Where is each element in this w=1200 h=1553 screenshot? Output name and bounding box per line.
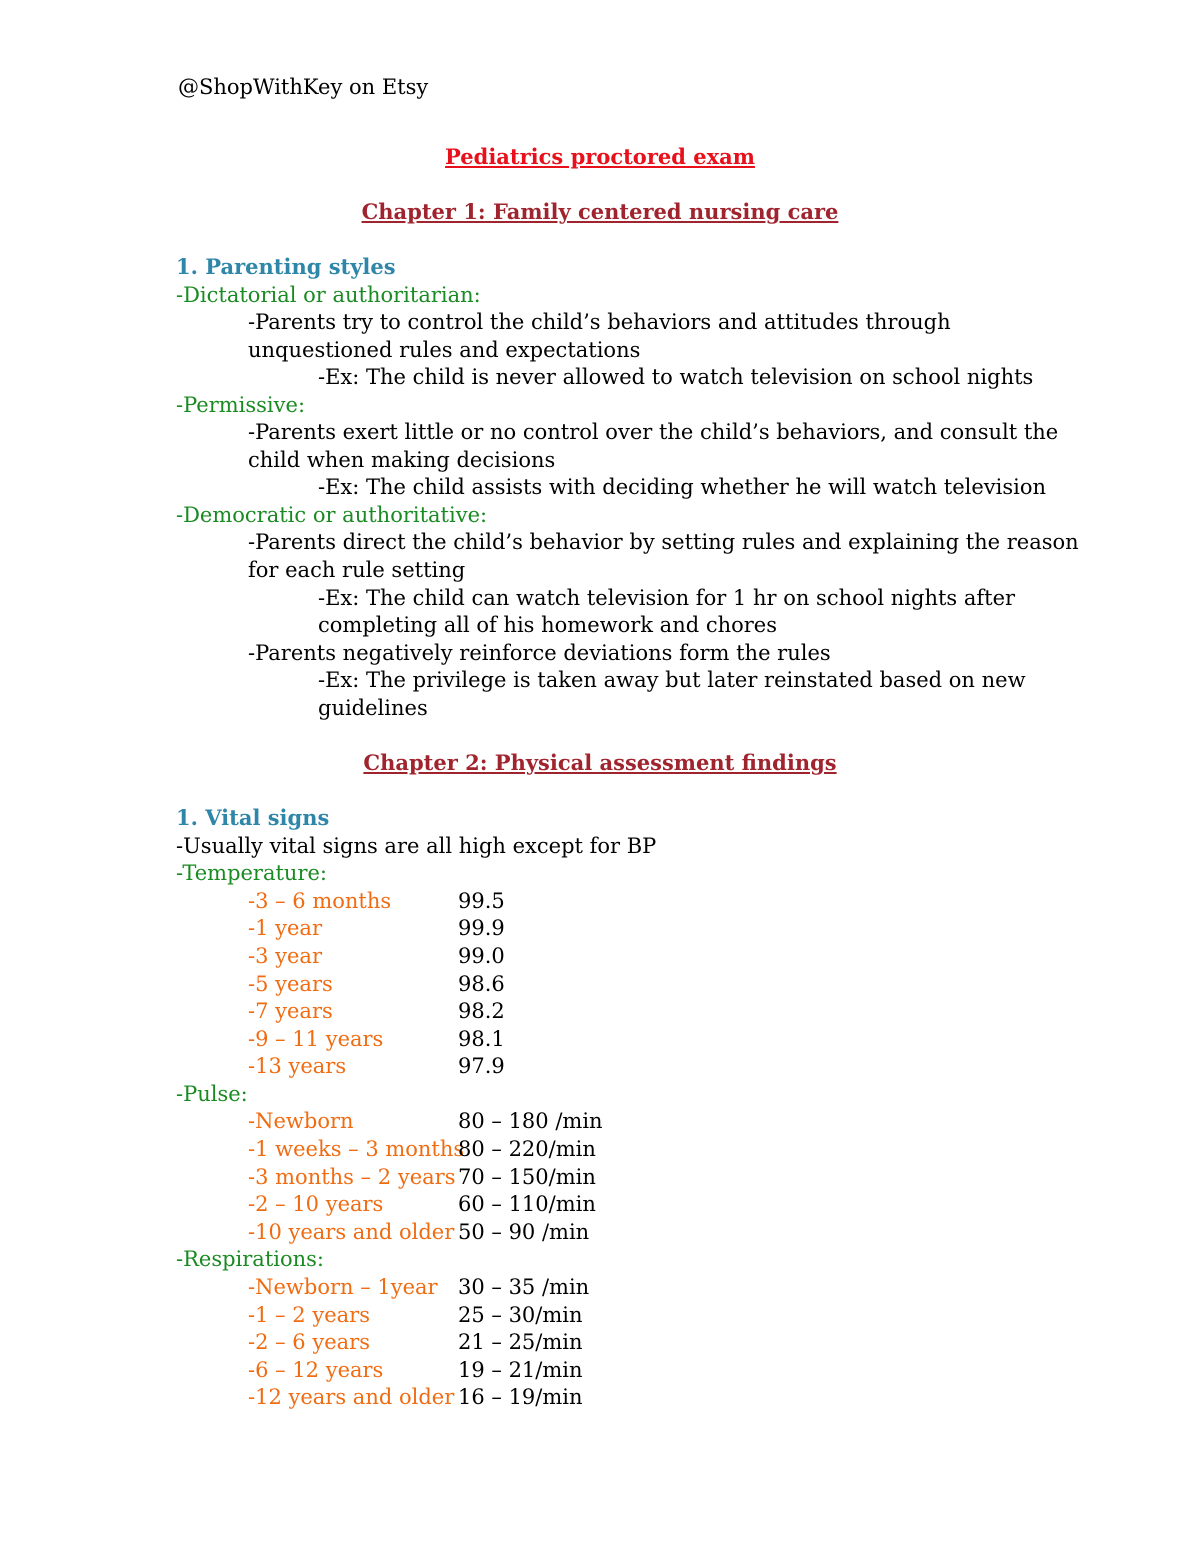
pulse-age: -10 years and older xyxy=(248,1220,455,1244)
pulse-age: -2 – 10 years xyxy=(248,1192,384,1216)
style-desc-line: -Parents exert little or no control over the child’s behaviors, and consult the xyxy=(248,420,1059,444)
temperature-value: 98.1 xyxy=(458,1027,505,1051)
pulse-age: -3 months – 2 years xyxy=(248,1165,456,1189)
style-desc-line: child when making decisions xyxy=(248,448,556,472)
chapter-2-heading: Chapter 2: Physical assessment findings xyxy=(363,750,837,775)
temperature-label: -Temperature: xyxy=(176,861,327,885)
temperature-age: -13 years xyxy=(248,1054,347,1078)
temperature-value: 99.5 xyxy=(458,889,505,913)
pulse-value: 60 – 110/min xyxy=(458,1192,596,1216)
pulse-age: -Newborn xyxy=(248,1109,354,1133)
style-example-line: -Ex: The child assists with deciding whether he will watch television xyxy=(318,475,1047,499)
temperature-age: -9 – 11 years xyxy=(248,1027,384,1051)
style-desc-line: for each rule setting xyxy=(248,558,466,582)
section-parenting-styles: 1. Parenting styles xyxy=(176,254,396,279)
style-label-dictatorial: -Dictatorial or authoritarian: xyxy=(176,283,481,307)
respirations-label: -Respirations: xyxy=(176,1247,325,1271)
page-header: @ShopWithKey on Etsy xyxy=(178,75,429,99)
style-desc-line: -Parents direct the child’s behavior by setting rules and explaining the reason xyxy=(248,530,1079,554)
pulse-value: 80 – 180 /min xyxy=(458,1109,603,1133)
respirations-age: -1 – 2 years xyxy=(248,1303,370,1327)
respirations-value: 25 – 30/min xyxy=(458,1303,583,1327)
respirations-value: 21 – 25/min xyxy=(458,1330,583,1354)
pulse-value: 70 – 150/min xyxy=(458,1165,596,1189)
temperature-age: -1 year xyxy=(248,916,322,940)
chapter-1-heading: Chapter 1: Family centered nursing care xyxy=(361,199,839,224)
vital-signs-intro: -Usually vital signs are all high except for BP xyxy=(176,834,657,858)
respirations-age: -2 – 6 years xyxy=(248,1330,370,1354)
style-example-line: -Ex: The child is never allowed to watch television on school nights xyxy=(318,365,1034,389)
respirations-age: -12 years and older xyxy=(248,1385,455,1409)
pulse-label: -Pulse: xyxy=(176,1082,248,1106)
temperature-value: 97.9 xyxy=(458,1054,505,1078)
respirations-age: -6 – 12 years xyxy=(248,1358,384,1382)
style-example-line: -Ex: The child can watch television for 1 hr on school nights after xyxy=(318,586,1016,610)
style-label-democratic: -Democratic or authoritative: xyxy=(176,503,488,527)
document-title: Pediatrics proctored exam xyxy=(445,144,755,169)
section-vital-signs: 1. Vital signs xyxy=(176,805,330,830)
style-desc-line: -Parents try to control the child’s behaviors and attitudes through xyxy=(248,310,951,334)
temperature-value: 98.2 xyxy=(458,999,505,1023)
style-example-line: -Ex: The privilege is taken away but later reinstated based on new xyxy=(318,668,1026,692)
pulse-value: 80 – 220/min xyxy=(458,1137,596,1161)
temperature-age: -5 years xyxy=(248,972,333,996)
temperature-age: -3 year xyxy=(248,944,322,968)
respirations-value: 19 – 21/min xyxy=(458,1358,583,1382)
temperature-value: 99.0 xyxy=(458,944,505,968)
style-example-line: guidelines xyxy=(318,696,428,720)
respirations-age: -Newborn – 1year xyxy=(248,1275,438,1299)
style-example-line: completing all of his homework and chores xyxy=(318,613,778,637)
temperature-age: -3 – 6 months xyxy=(248,889,392,913)
style-desc-line: unquestioned rules and expectations xyxy=(248,338,641,362)
style-label-permissive: -Permissive: xyxy=(176,393,306,417)
pulse-age: -1 weeks – 3 months xyxy=(248,1137,465,1161)
pulse-value: 50 – 90 /min xyxy=(458,1220,590,1244)
temperature-value: 98.6 xyxy=(458,972,505,996)
style-desc-line: -Parents negatively reinforce deviations form the rules xyxy=(248,641,831,665)
respirations-value: 30 – 35 /min xyxy=(458,1275,590,1299)
temperature-value: 99.9 xyxy=(458,916,505,940)
temperature-age: -7 years xyxy=(248,999,333,1023)
respirations-value: 16 – 19/min xyxy=(458,1385,583,1409)
